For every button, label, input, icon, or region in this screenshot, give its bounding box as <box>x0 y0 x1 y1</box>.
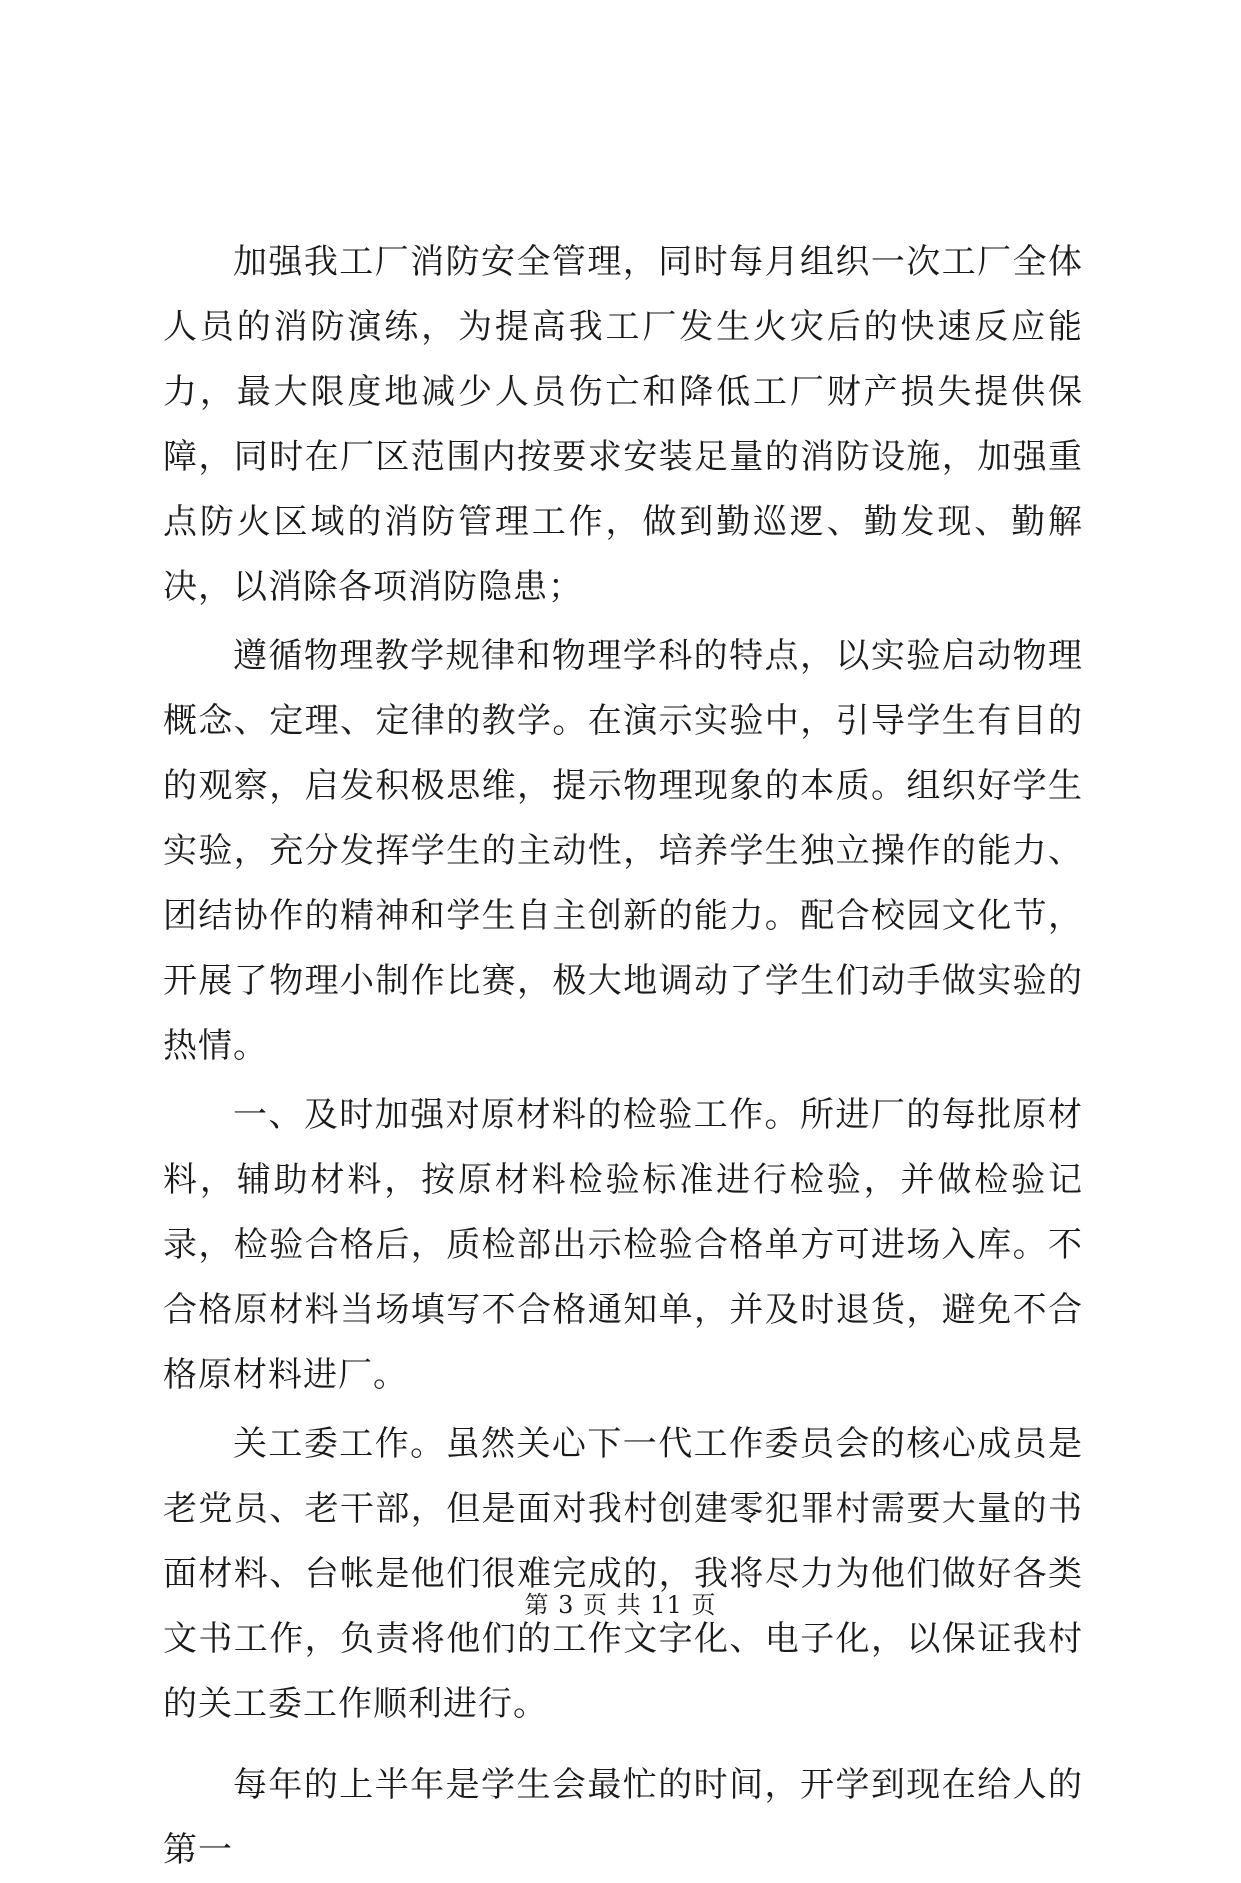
paragraph-physics-teaching: 遵循物理教学规律和物理学科的特点，以实验启动物理概念、定理、定律的教学。在演示实验中，引导学生有目的的观察，启发积极思维，提示物理现象的本质。组织好学生实验，充分发挥学生的主动性，培养学生独立操作的能力、团结协作的精神和学生自主创新的能力。配合校园文化节，开展了物理小制作比赛，极大地调动了学生们动手做实验的热情。 <box>163 636 1083 1066</box>
paragraph-student-union: 每年的上半年是学生会最忙的时间，开学到现在给人的第一 <box>163 1765 1083 1870</box>
paragraph-youth-committee: 关工委工作。虽然关心下一代工作委员会的核心成员是老党员、老干部，但是面对我村创建零犯罪村需要大量的书面材料、台帐是他们很难完成的，我将尽力为他们做好各类文书工作，负责将他们的工作文字化、电子化，以保证我村的关工委工作顺利进行。 <box>163 1424 1083 1724</box>
paragraph-material-inspection: 一、及时加强对原材料的检验工作。所进厂的每批原材料，辅助材料，按原材料检验标准进行检验，并做检验记录，检验合格后，质检部出示检验合格单方可进场入库。不合格原材料当场填写不合格通知单，并及时退货，避免不合格原材料进厂。 <box>163 1095 1083 1395</box>
paragraph-fire-safety: 加强我工厂消防安全管理，同时每月组织一次工厂全体人员的消防演练，为提高我工厂发生火灾后的快速反应能力，最大限度地减少人员伤亡和降低工厂财产损失提供保障，同时在厂区范围内按要求安装足量的消防设施，加强重点防火区域的消防管理工作，做到勤巡逻、勤发现、勤解决，以消除各项消防隐患； <box>163 242 1083 607</box>
page-number-footer: 第 3 页 共 11 页 <box>524 1591 717 1619</box>
document-body <box>163 230 1083 1883</box>
